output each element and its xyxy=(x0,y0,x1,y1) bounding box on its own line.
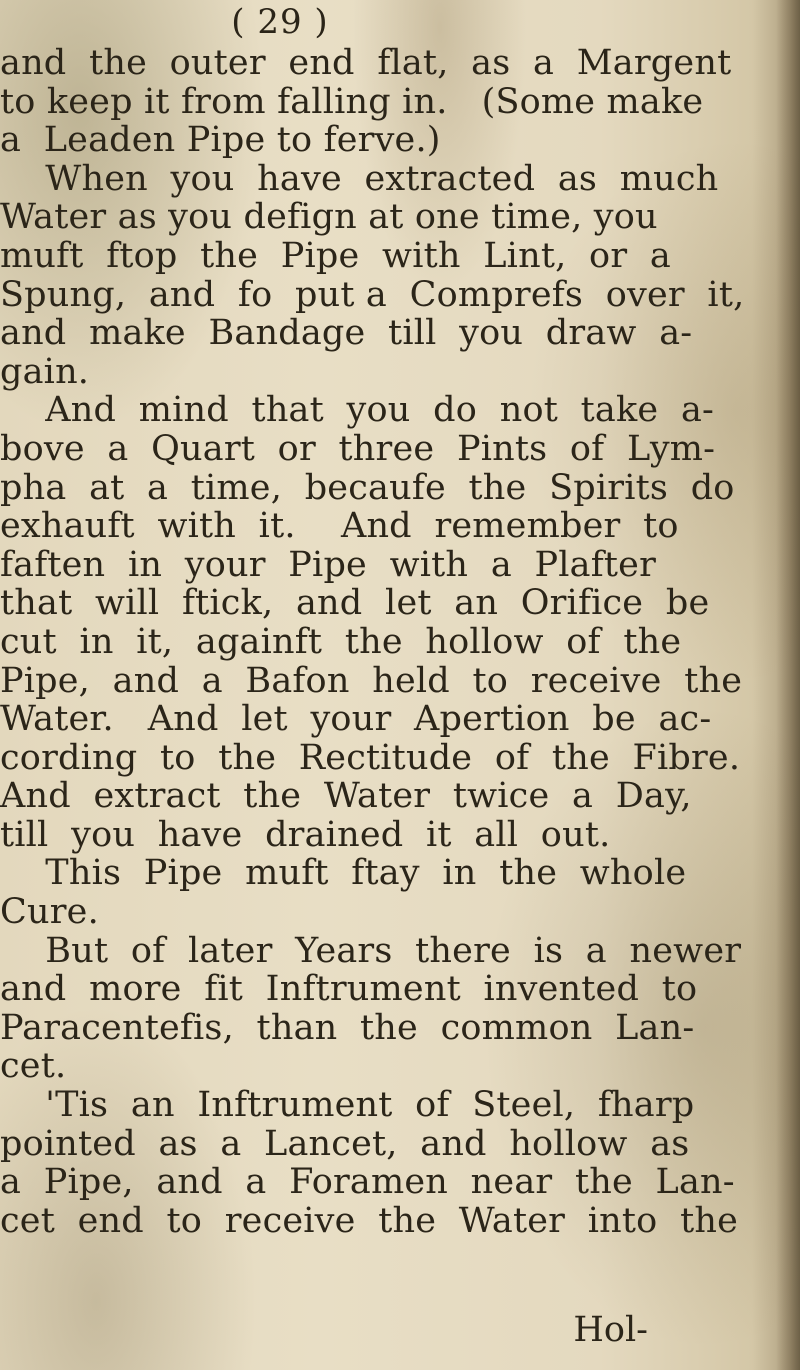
text-line: a Pipe, and a Foramen near the Lan- xyxy=(0,1162,735,1203)
text-line: and more fit Inftrument invented to xyxy=(0,969,698,1010)
text-line: Paracentefis, than the common Lan- xyxy=(0,1007,695,1048)
text-line: cet. xyxy=(0,1046,67,1087)
text-line: bove a Quart or three Pints of Lym- xyxy=(0,428,716,469)
text-line: cut in it, againft the hollow of the xyxy=(0,621,682,662)
text-line: muft ftop the Pipe with Lint, or a xyxy=(0,235,671,276)
text-line: Water. And let your Apertion be ac- xyxy=(0,699,712,740)
text-line: Water as you defign at one time, you xyxy=(0,197,658,238)
text-line: gain. xyxy=(0,351,90,392)
text-line: faften in your Pipe with a Plafter xyxy=(0,544,657,585)
text-line: cet end to receive the Water into the xyxy=(0,1200,738,1241)
body-text xyxy=(0,43,745,1241)
text-line: And extract the Water twice a Day, xyxy=(0,776,692,817)
text-line: till you have drained it all out. xyxy=(0,814,611,855)
text-line: But of later Years there is a newer xyxy=(0,930,742,971)
page-edge-shadow xyxy=(776,0,800,1370)
text-line: This Pipe muft ftay in the whole xyxy=(0,853,687,894)
text-line: and the outer end flat, as a Margent xyxy=(0,43,732,83)
text-line: exhauft with it. And remember to xyxy=(0,506,679,547)
text-line: pointed as a Lancet, and hollow as xyxy=(0,1123,690,1164)
text-line: When you have extracted as much xyxy=(0,158,719,199)
text-line: and make Bandage till you draw a- xyxy=(0,313,693,354)
text-line: a Leaden Pipe to ferve.) xyxy=(0,120,441,161)
text-line: Pipe, and a Bafon held to receive the xyxy=(0,660,743,701)
text-line: 'Tis an Inftrument of Steel, fharp xyxy=(0,1085,695,1126)
text-line: cording to the Rectitude of the Fibre. xyxy=(0,737,741,778)
text-line: And mind that you do not take a- xyxy=(0,390,715,431)
catchword: Hol- xyxy=(573,1310,648,1350)
text-line: Spung, and fo put a Comprefs over it, xyxy=(0,274,745,315)
text-line: that will ftick, and let an Orifice be xyxy=(0,583,710,624)
text-line: to keep it from falling in. (Some make xyxy=(0,81,704,122)
text-line: Cure. xyxy=(0,892,99,933)
page-number: ( 29 ) xyxy=(231,2,329,42)
text-line: pha at a time, becaufe the Spirits do xyxy=(0,467,735,508)
